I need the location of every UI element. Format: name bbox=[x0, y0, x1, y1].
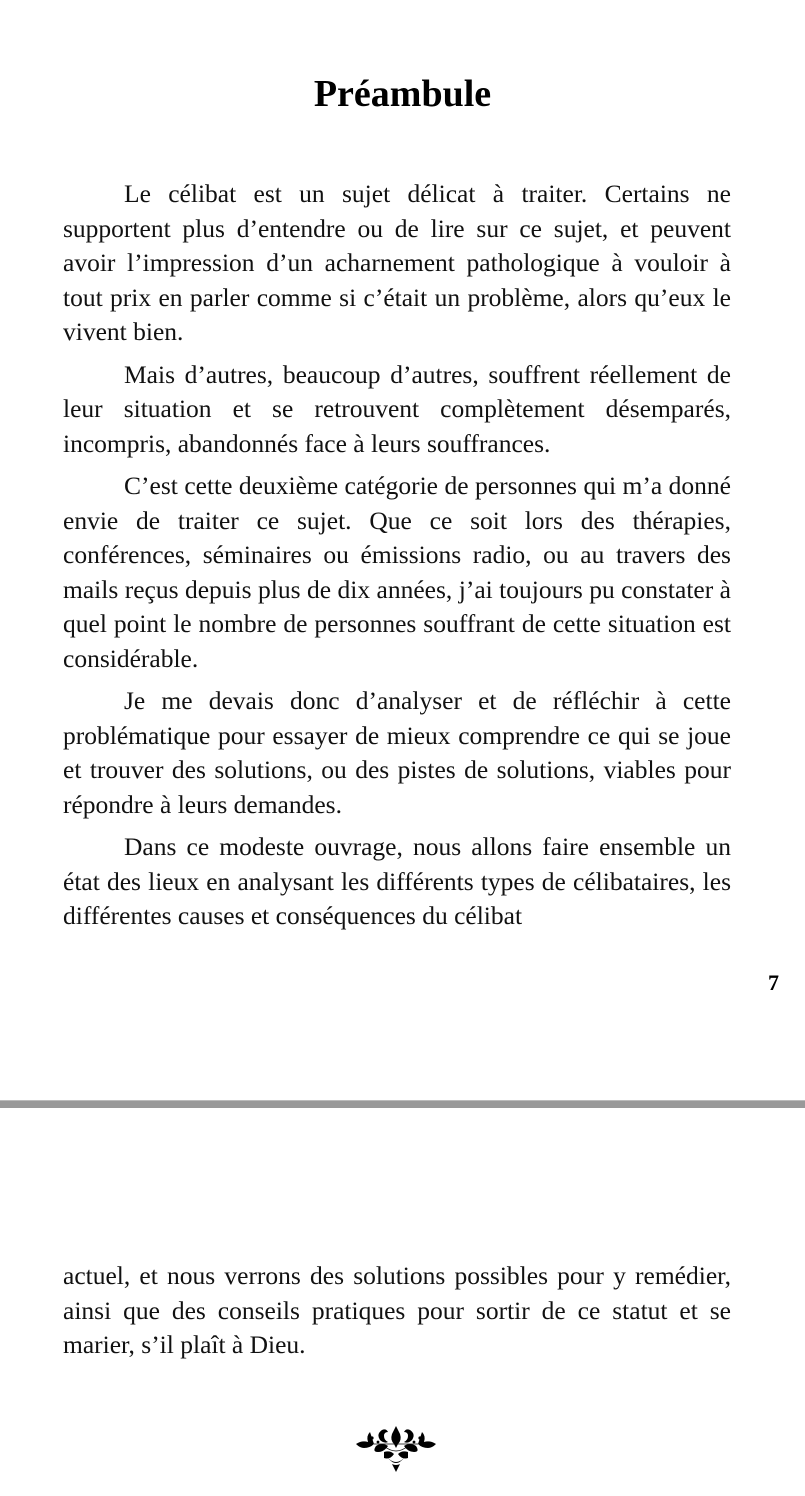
paragraph: Le célibat est un sujet délicat à traiter. Certains ne supportent plus d’entendre ou de lire sur ce sujet, et peuvent avoir l’impression d’un acharnement pathologique à vouloir à tout prix en parler comme si c’était un problème, alors qu’eux le vivent bien. bbox=[63, 179, 731, 346]
paragraph: Mais d’autres, beaucoup d’autres, souffrent réellement de leur situation et se retrouvent complètement désemparés, incompris, abandonnés face à leurs souffrances. bbox=[63, 359, 731, 458]
chapter-body bbox=[63, 177, 731, 942]
continuation-body bbox=[63, 1259, 731, 1371]
page-number: 7 bbox=[768, 970, 779, 995]
page-separator bbox=[0, 1100, 805, 1108]
paragraph-continuation: actuel, et nous verrons des solutions possibles pour y remédier, ainsi que des conseils pratiques pour sortir de ce statut et se marier, s’il plaît à Dieu. bbox=[63, 1261, 731, 1359]
paragraph: Dans ce modeste ouvrage, nous allons faire ensemble un état des lieux en analysant les différents types de célibataires, les différentes causes et conséquences du célibat bbox=[63, 832, 731, 930]
chapter-title: Préambule bbox=[313, 73, 492, 115]
paragraph: Je me devais donc d’analyser et de réfléchir à cette problématique pour essayer de mieux comprendre ce qui se joue et trouver des solutions, ou des pistes de solutions, viables pour répondre à leurs demandes. bbox=[63, 686, 731, 819]
paragraph: C’est cette deuxième catégorie de personnes qui m’a donné envie de traiter ce sujet. Que ce soit lors des thérapies, conférences, séminaires ou émissions radio, ou au travers des mails reçus depuis plus de dix années, j’ai toujours pu constater à quel point le nombre de personnes souffrant de cette situation est considérable. bbox=[63, 471, 731, 673]
floral-fleuron-icon bbox=[354, 1422, 438, 1472]
